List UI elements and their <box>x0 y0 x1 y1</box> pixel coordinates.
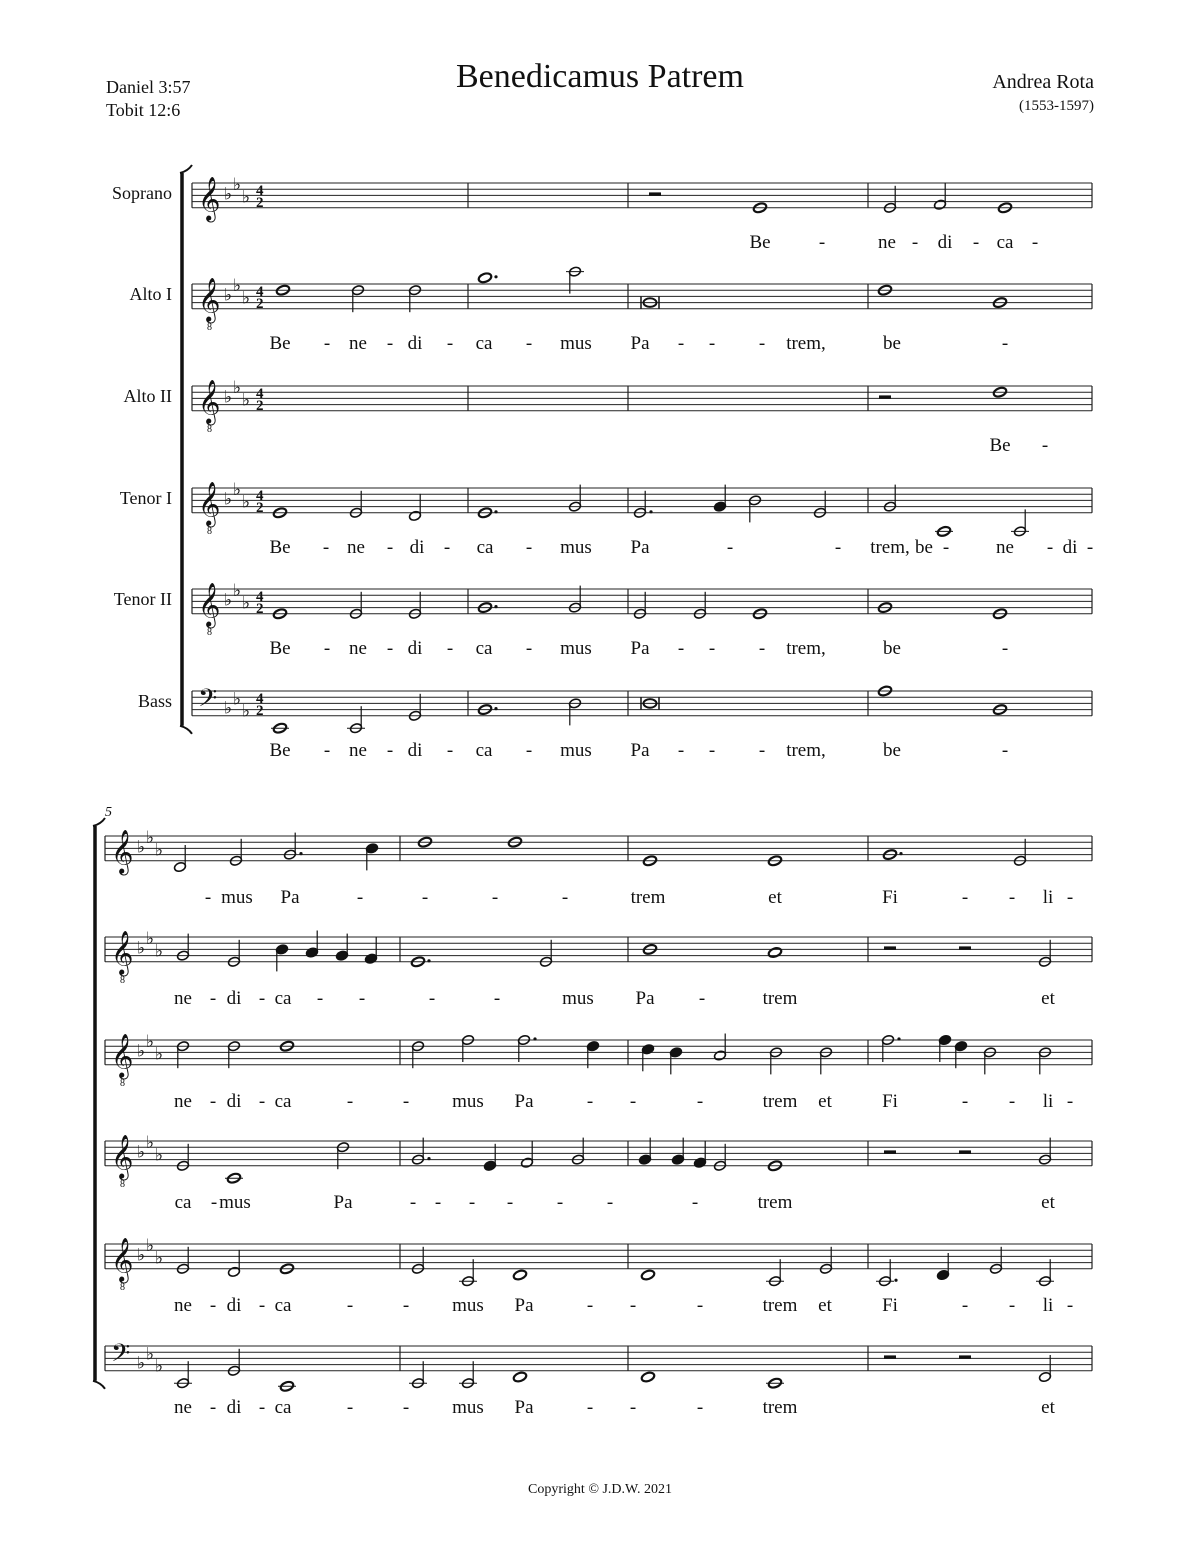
lyric-syllable: - <box>708 739 716 761</box>
augmentation-dot <box>427 959 430 962</box>
augmentation-dot <box>299 852 302 855</box>
lyric-syllable: ne <box>174 1090 192 1112</box>
notehead <box>513 1269 528 1281</box>
flat-icon: ♭ <box>224 184 233 204</box>
lyric-syllable: - <box>972 231 980 253</box>
treble-clef-icon: 𝄞 <box>111 932 134 975</box>
augmentation-dot <box>427 1157 430 1160</box>
lyric-syllable: ca <box>475 739 493 761</box>
lyric-syllable: ca <box>274 1396 292 1418</box>
notehead <box>478 272 493 284</box>
octave-marker: 8 <box>207 321 212 333</box>
bracket-cap-bottom <box>93 1381 105 1389</box>
augmentation-dot <box>533 1037 536 1040</box>
lyric-syllable: Pa <box>635 987 655 1009</box>
augmentation-dot <box>494 707 497 710</box>
lyric-syllable: - <box>258 987 266 1009</box>
flat-icon: ♭ <box>224 698 233 718</box>
lyric-syllable: di <box>407 637 423 659</box>
lyric-syllable: - <box>346 1294 354 1316</box>
time-signature-numerator: 4 <box>256 487 264 504</box>
lyric-syllable: Be <box>269 739 291 761</box>
lyric-syllable: - <box>258 1090 266 1112</box>
augmentation-dot <box>649 510 652 513</box>
staff-1-6 <box>192 691 1092 716</box>
treble-clef-icon: 𝄞 <box>111 1035 134 1078</box>
lyric-syllable: - <box>1008 886 1016 908</box>
lyric-syllable: Pa <box>333 1191 353 1213</box>
lyric-syllable: mus <box>452 1294 484 1316</box>
bass-clef-icon: 𝄢 <box>198 684 218 718</box>
lyric-syllable: Be <box>989 434 1011 456</box>
lyric-syllable: - <box>691 1191 699 1213</box>
lyric-syllable: di <box>937 231 953 253</box>
treble-clef-icon: 𝄞 <box>111 1136 134 1179</box>
lyric-syllable: - <box>726 536 734 558</box>
time-signature-denominator: 2 <box>256 500 264 517</box>
time-signature-denominator: 2 <box>256 601 264 618</box>
treble-clef-icon: 𝄞 <box>198 279 221 322</box>
octave-marker: 8 <box>207 626 212 638</box>
lyric-syllable: - <box>606 1191 614 1213</box>
lyric-syllable: mus <box>560 739 592 761</box>
time-signature-numerator: 4 <box>256 182 264 199</box>
flat-icon: ♭ <box>146 929 155 949</box>
flat-icon: ♭ <box>137 1353 146 1373</box>
octave-marker: 8 <box>120 1178 125 1190</box>
lyric-syllable: et <box>768 886 782 908</box>
lyric-syllable: - <box>961 886 969 908</box>
time-signature-denominator: 2 <box>256 195 264 212</box>
lyric-syllable: - <box>386 332 394 354</box>
flat-icon: ♭ <box>224 590 233 610</box>
time-signature-denominator: 2 <box>256 703 264 720</box>
augmentation-dot <box>494 275 497 278</box>
lyric-syllable: - <box>446 332 454 354</box>
lyric-syllable: - <box>209 1090 217 1112</box>
lyric-syllable: - <box>1086 536 1094 558</box>
time-signature-numerator: 4 <box>256 588 264 605</box>
lyric-syllable: - <box>708 637 716 659</box>
lyric-syllable: di <box>226 987 242 1009</box>
flat-icon: ♭ <box>155 1356 164 1376</box>
lyric-syllable: - <box>525 332 533 354</box>
lyric-syllable: ca <box>996 231 1014 253</box>
composer-dates: (1553-1597) <box>1019 98 1094 114</box>
lyric-syllable: - <box>1008 1090 1016 1112</box>
lyric-syllable: ne <box>174 987 192 1009</box>
lyric-syllable: et <box>818 1090 832 1112</box>
lyric-syllable: mus <box>560 637 592 659</box>
octave-marker: 8 <box>207 525 212 537</box>
lyric-syllable: - <box>1001 332 1009 354</box>
half-rest <box>884 1150 896 1154</box>
lyric-syllable: - <box>446 739 454 761</box>
augmentation-dot <box>899 852 902 855</box>
lyric-syllable: di <box>1062 536 1078 558</box>
time-signature-denominator: 2 <box>256 398 264 415</box>
voice-label-tenor-i: Tenor I <box>119 488 172 509</box>
lyric-syllable: - <box>708 332 716 354</box>
lyric-syllable: - <box>1066 1294 1074 1316</box>
lyric-syllable: - <box>209 1294 217 1316</box>
lyric-syllable: - <box>323 739 331 761</box>
lyric-syllable: - <box>1066 1090 1074 1112</box>
lyric-syllable: - <box>402 1090 410 1112</box>
lyric-syllable: - <box>586 1090 594 1112</box>
piece-title: Benedicamus Patrem <box>456 58 744 95</box>
flat-icon: ♭ <box>155 1044 164 1064</box>
lyric-syllable: trem <box>762 1396 798 1418</box>
half-rest <box>959 946 971 950</box>
lyric-syllable: Fi <box>882 886 898 908</box>
lyric-syllable: et <box>1041 987 1055 1009</box>
notehead <box>641 1371 656 1383</box>
flat-icon: ♭ <box>155 1248 164 1268</box>
voice-label-bass: Bass <box>137 691 172 712</box>
lyric-syllable: et <box>1041 1396 1055 1418</box>
lyric-syllable: - <box>525 536 533 558</box>
lyric-syllable: - <box>525 739 533 761</box>
bracket-cap-top <box>93 818 105 826</box>
lyric-syllable: - <box>402 1396 410 1418</box>
lyric-syllable: Fi <box>882 1090 898 1112</box>
lyric-syllable: ne <box>174 1396 192 1418</box>
lyric-syllable: - <box>758 637 766 659</box>
lyric-syllable: - <box>322 536 330 558</box>
voice-label-tenor-ii: Tenor II <box>113 589 172 610</box>
treble-clef-icon: 𝄞 <box>198 483 221 526</box>
staff-1-2 <box>192 284 1092 309</box>
lyric-syllable: Pa <box>630 637 650 659</box>
lyric-syllable: - <box>1031 231 1039 253</box>
lyric-syllable: ca <box>274 987 292 1009</box>
lyric-syllable: be <box>915 536 933 558</box>
lyric-syllable: be <box>883 739 901 761</box>
half-rest <box>649 192 661 196</box>
flat-icon: ♭ <box>233 175 242 195</box>
augmentation-dot <box>494 605 497 608</box>
bracket-cap-top <box>180 165 192 173</box>
half-rest <box>959 1150 971 1154</box>
reference-daniel: Daniel 3:57 <box>106 77 191 97</box>
lyric-syllable: di <box>409 536 425 558</box>
lyric-syllable: - <box>316 987 324 1009</box>
flat-icon: ♭ <box>137 1142 146 1162</box>
lyric-syllable: ca <box>476 536 494 558</box>
lyric-syllable: trem, <box>786 332 826 354</box>
lyric-syllable: - <box>323 332 331 354</box>
lyric-syllable: ca <box>174 1191 192 1213</box>
lyric-syllable: - <box>525 637 533 659</box>
flat-icon: ♭ <box>233 480 242 500</box>
lyric-syllable: Pa <box>514 1294 534 1316</box>
lyric-syllable: et <box>1041 1191 1055 1213</box>
staff-2-5 <box>105 1244 1092 1269</box>
lyric-syllable: et <box>818 1294 832 1316</box>
flat-icon: ♭ <box>137 837 146 857</box>
time-signature-numerator: 4 <box>256 283 264 300</box>
composer-name: Andrea Rota <box>992 71 1094 93</box>
lyric-syllable: - <box>629 1396 637 1418</box>
lyric-syllable: - <box>258 1294 266 1316</box>
lyric-syllable: - <box>818 231 826 253</box>
lyric-syllable: ne <box>349 637 367 659</box>
lyric-syllable: ne <box>996 536 1014 558</box>
lyric-syllable: ca <box>274 1294 292 1316</box>
time-signature-numerator: 4 <box>256 385 264 402</box>
lyric-syllable: mus <box>452 1090 484 1112</box>
flat-icon: ♭ <box>137 1041 146 1061</box>
flat-icon: ♭ <box>224 285 233 305</box>
lyric-syllable: be <box>883 637 901 659</box>
staff-2-1 <box>105 836 1092 861</box>
lyric-syllable: - <box>834 536 842 558</box>
reference-tobit: Tobit 12:6 <box>106 100 181 120</box>
flat-icon: ♭ <box>242 492 251 512</box>
lyric-syllable: Be <box>749 231 771 253</box>
measure-number: 5 <box>105 805 112 820</box>
flat-icon: ♭ <box>233 276 242 296</box>
lyric-syllable: - <box>346 1396 354 1418</box>
flat-icon: ♭ <box>155 840 164 860</box>
flat-icon: ♭ <box>146 828 155 848</box>
lyric-syllable: mus <box>219 1191 251 1213</box>
lyric-syllable: - <box>696 1396 704 1418</box>
treble-clef-icon: 𝄞 <box>198 178 221 221</box>
lyric-syllable: trem <box>762 987 798 1009</box>
bracket-cap-bottom <box>180 726 192 734</box>
treble-clef-icon: 𝄞 <box>198 584 221 627</box>
lyric-syllable: - <box>758 739 766 761</box>
lyric-syllable: - <box>210 1191 218 1213</box>
lyric-syllable: trem <box>630 886 666 908</box>
lyric-syllable: - <box>698 987 706 1009</box>
lyric-syllable: - <box>443 536 451 558</box>
lyric-syllable: - <box>468 1191 476 1213</box>
staff-1-3 <box>192 386 1092 411</box>
flat-icon: ♭ <box>137 938 146 958</box>
lyric-syllable: - <box>358 987 366 1009</box>
lyric-syllable: - <box>758 332 766 354</box>
flat-icon: ♭ <box>242 593 251 613</box>
copyright-footer: Copyright © J.D.W. 2021 <box>528 1482 672 1497</box>
lyric-syllable: - <box>446 637 454 659</box>
voice-label-soprano: Soprano <box>112 183 172 204</box>
lyric-syllable: - <box>409 1191 417 1213</box>
lyric-syllable: mus <box>452 1396 484 1418</box>
lyric-syllable: - <box>1001 637 1009 659</box>
flat-icon: ♭ <box>242 288 251 308</box>
octave-marker: 8 <box>120 1077 125 1089</box>
lyric-syllable: trem <box>757 1191 793 1213</box>
lyric-syllable: - <box>677 332 685 354</box>
lyric-syllable: - <box>911 231 919 253</box>
staff-1-1 <box>192 183 1092 208</box>
lyric-syllable: trem <box>762 1294 798 1316</box>
lyric-syllable: - <box>677 739 685 761</box>
lyric-syllable: li <box>1042 886 1054 908</box>
bass-clef-icon: 𝄢 <box>111 1339 131 1373</box>
lyric-syllable: - <box>677 637 685 659</box>
lyric-syllable: - <box>386 637 394 659</box>
lyric-syllable: - <box>1041 434 1049 456</box>
flat-icon: ♭ <box>242 187 251 207</box>
treble-clef-icon: 𝄞 <box>111 831 134 874</box>
lyric-syllable: - <box>556 1191 564 1213</box>
lyric-syllable: trem, <box>786 739 826 761</box>
lyric-syllable: - <box>493 987 501 1009</box>
augmentation-dot <box>894 1279 897 1282</box>
lyric-syllable: Be <box>269 332 291 354</box>
flat-icon: ♭ <box>146 1236 155 1256</box>
lyric-syllable: - <box>323 637 331 659</box>
lyric-syllable: - <box>1046 536 1054 558</box>
lyric-syllable: - <box>1001 739 1009 761</box>
lyric-syllable: Pa <box>280 886 300 908</box>
lyric-syllable: - <box>209 1396 217 1418</box>
lyric-syllable: - <box>961 1294 969 1316</box>
lyric-syllable: - <box>586 1294 594 1316</box>
lyric-syllable: - <box>586 1396 594 1418</box>
lyric-syllable: - <box>942 536 950 558</box>
lyric-syllable: li <box>1042 1090 1054 1112</box>
lyric-syllable: li <box>1042 1294 1054 1316</box>
flat-icon: ♭ <box>146 1032 155 1052</box>
lyric-syllable: mus <box>562 987 594 1009</box>
lyric-syllable: ne <box>878 231 896 253</box>
lyric-syllable: - <box>258 1396 266 1418</box>
flat-icon: ♭ <box>233 689 242 709</box>
lyric-syllable: - <box>434 1191 442 1213</box>
lyric-syllable: di <box>226 1294 242 1316</box>
flat-icon: ♭ <box>233 581 242 601</box>
staff-2-4 <box>105 1141 1092 1166</box>
half-rest <box>884 1355 896 1359</box>
lyric-syllable: - <box>629 1294 637 1316</box>
lyric-syllable: - <box>386 739 394 761</box>
lyric-syllable: - <box>491 886 499 908</box>
lyric-syllable: - <box>204 886 212 908</box>
lyric-syllable: Be <box>269 637 291 659</box>
lyric-syllable: mus <box>221 886 253 908</box>
lyric-syllable: - <box>356 886 364 908</box>
lyric-syllable: Pa <box>630 739 650 761</box>
lyric-syllable: Pa <box>514 1090 534 1112</box>
lyric-syllable: - <box>696 1090 704 1112</box>
notehead <box>768 947 783 959</box>
flat-icon: ♭ <box>155 941 164 961</box>
augmentation-dot <box>897 1037 900 1040</box>
lyric-syllable: ne <box>347 536 365 558</box>
lyric-syllable: Be <box>269 536 291 558</box>
lyric-syllable: be <box>883 332 901 354</box>
lyric-syllable: - <box>1066 886 1074 908</box>
lyric-syllable: - <box>402 1294 410 1316</box>
lyric-syllable: Pa <box>514 1396 534 1418</box>
octave-marker: 8 <box>120 1281 125 1293</box>
lyric-syllable: ca <box>274 1090 292 1112</box>
lyric-syllable: ne <box>349 739 367 761</box>
flat-icon: ♭ <box>242 701 251 721</box>
lyric-syllable: - <box>421 886 429 908</box>
flat-icon: ♭ <box>155 1145 164 1165</box>
lyric-syllable: ca <box>475 637 493 659</box>
voice-label-alto-i: Alto I <box>129 284 172 305</box>
treble-clef-icon: 𝄞 <box>111 1239 134 1282</box>
half-rest <box>884 946 896 950</box>
lyric-syllable: - <box>428 987 436 1009</box>
flat-icon: ♭ <box>146 1344 155 1364</box>
voice-label-alto-ii: Alto II <box>123 386 172 407</box>
augmentation-dot <box>494 510 497 513</box>
staff-2-6 <box>105 1346 1092 1371</box>
lyric-syllable: Pa <box>630 536 650 558</box>
lyric-syllable: Fi <box>882 1294 898 1316</box>
lyric-syllable: - <box>209 987 217 1009</box>
lyric-syllable: ne <box>349 332 367 354</box>
lyric-syllable: ca <box>475 332 493 354</box>
flat-icon: ♭ <box>224 489 233 509</box>
lyric-syllable: - <box>1008 1294 1016 1316</box>
lyric-syllable: ne <box>174 1294 192 1316</box>
lyric-syllable: trem, <box>870 536 910 558</box>
flat-icon: ♭ <box>233 378 242 398</box>
lyric-syllable: trem, <box>786 637 826 659</box>
lyric-syllable: mus <box>560 332 592 354</box>
flat-icon: ♭ <box>137 1245 146 1265</box>
lyric-syllable: - <box>696 1294 704 1316</box>
flat-icon: ♭ <box>224 387 233 407</box>
notehead <box>513 1371 528 1383</box>
lyric-syllable: - <box>629 1090 637 1112</box>
time-signature-denominator: 2 <box>256 296 264 313</box>
lyric-syllable: di <box>407 739 423 761</box>
lyric-syllable: - <box>386 536 394 558</box>
notehead <box>641 1269 656 1281</box>
lyric-syllable: trem <box>762 1090 798 1112</box>
lyric-syllable: di <box>226 1090 242 1112</box>
lyric-syllable: - <box>961 1090 969 1112</box>
lyric-syllable: di <box>226 1396 242 1418</box>
half-rest <box>959 1355 971 1359</box>
lyric-syllable: di <box>407 332 423 354</box>
octave-marker: 8 <box>120 974 125 986</box>
treble-clef-icon: 𝄞 <box>198 381 221 424</box>
flat-icon: ♭ <box>146 1133 155 1153</box>
time-signature-numerator: 4 <box>256 690 264 707</box>
lyric-syllable: - <box>561 886 569 908</box>
octave-marker: 8 <box>207 423 212 435</box>
half-rest <box>879 395 891 399</box>
staff-2-2 <box>105 937 1092 962</box>
lyric-syllable: mus <box>560 536 592 558</box>
lyric-syllable: - <box>506 1191 514 1213</box>
lyric-syllable: Pa <box>630 332 650 354</box>
flat-icon: ♭ <box>242 390 251 410</box>
lyric-syllable: - <box>346 1090 354 1112</box>
